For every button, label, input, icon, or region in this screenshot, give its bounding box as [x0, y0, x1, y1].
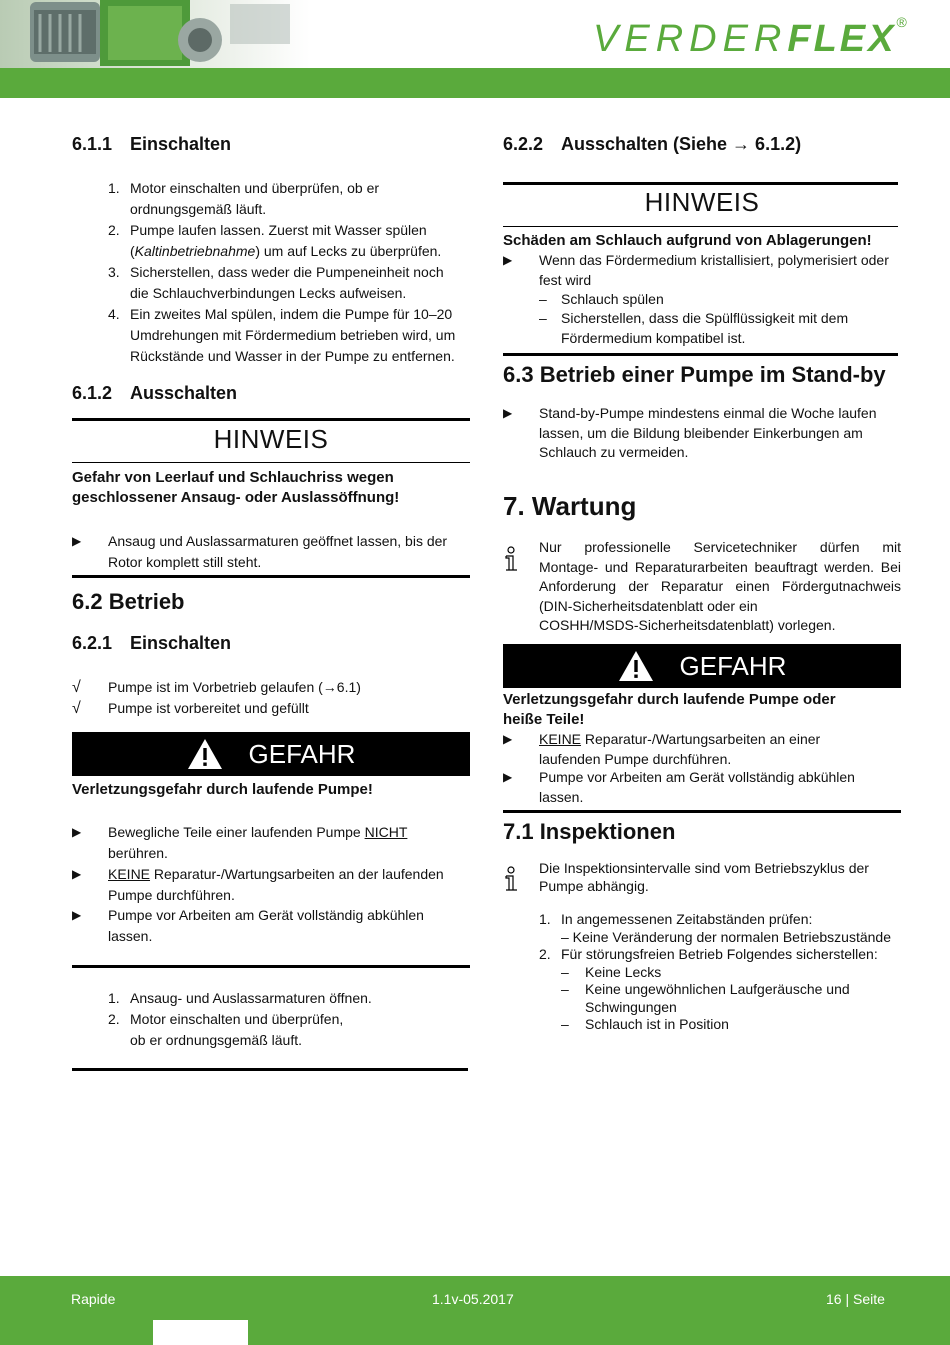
item-text: Ansaug- und Auslassarmaturen öffnen. [130, 990, 372, 1006]
footer-version: 1.1v-05.2017 [432, 1291, 514, 1307]
subitem-text: Schlauch spülen [561, 291, 664, 307]
triangle-bullet-icon: ▶ [503, 732, 513, 746]
heading-number: 6.1.1 [72, 134, 113, 154]
notice-heading-line: geschlossener Ansaug- oder Auslassöffnung! [72, 489, 400, 506]
bullet-line: Ansaug und Auslassarmaturen geöffnet lassen, bis der [108, 533, 448, 549]
logo-bold-text: FLEX [787, 18, 897, 60]
triangle-bullet-icon: ▶ [503, 253, 513, 267]
info-line: COSHH/MSDS-Sicherheitsdatenblatt) vorlegen. [539, 617, 836, 633]
notice-bullet [72, 531, 470, 573]
dash-marker: – [539, 310, 547, 326]
list-subitem: – Keine Veränderung der normalen Betriebszustände [561, 928, 891, 945]
item-text: ob er ordnungsgemäß läuft. [130, 1032, 302, 1048]
item-line-italic: Kaltinbetriebnahme [134, 243, 256, 259]
heading-number: 6.2.1 [72, 633, 113, 653]
danger-bullet [72, 822, 470, 864]
bullet-line: Wenn das Fördermedium kristallisiert, polymerisiert oder [539, 252, 889, 268]
triangle-bullet-icon: ▶ [503, 770, 513, 784]
heading-number: 6.1.2 [72, 383, 113, 403]
item-line: Pumpe laufen lassen. Zuerst mit Wasser spülen [130, 222, 427, 238]
bullet-underline: KEINE [539, 731, 582, 747]
list-item [539, 911, 901, 929]
notice-subitem [503, 309, 901, 348]
check-text: Pumpe ist im Vorbetrieb gelaufen (→6.1) [108, 679, 361, 695]
inspection-info [539, 859, 901, 895]
bullet-text: Reparatur-/Wartungsarbeiten an der laufenden [150, 866, 444, 882]
notice-top-rule [503, 182, 898, 185]
subitem-line: Sicherstellen, dass die Spülflüssigkeit mit dem [561, 310, 849, 326]
item-text: Für störungsfreien Betrieb Folgendes sicherstellen: [561, 946, 878, 962]
inspection-list [539, 911, 901, 1034]
info-line: (DIN-Sicherheitsdatenblatt oder ein [539, 597, 758, 614]
heading-title: Einschalten [130, 134, 232, 154]
check-text: Pumpe ist vorbereitet und gefüllt [108, 700, 309, 716]
subitem-text: Schlauch ist in Position [585, 1016, 729, 1032]
danger-bullet [72, 864, 470, 906]
triangle-bullet-icon: ▶ [503, 406, 513, 420]
bullet-line: Pumpe vor Arbeiten am Gerät vollständig abkühlen [539, 769, 855, 785]
item-number: 2. [108, 1011, 120, 1027]
info-line: Pumpe abhängig. [539, 878, 649, 894]
dash-marker: – [561, 981, 569, 997]
danger-bullet [72, 905, 470, 947]
item-line: ordnungsgemäß läuft. [130, 201, 267, 217]
list-item [72, 178, 470, 220]
pump-photo [0, 0, 310, 68]
maintenance-info [539, 538, 901, 636]
item-number: 3. [108, 264, 120, 280]
subitem-text: Schwingungen [585, 998, 677, 1015]
bullet-text: Reparatur-/Wartungsarbeiten an einer [581, 731, 821, 747]
dash-marker: – [561, 1016, 569, 1032]
item-line-part: ( [130, 243, 135, 259]
heading-title: Ausschalten [130, 383, 238, 403]
bullet-text: Bewegliche Teile einer laufenden Pumpe [108, 824, 365, 840]
item-line-part: ) um auf Lecks zu überprüfen. [255, 243, 442, 259]
list-item [72, 262, 470, 304]
bullet-line: Stand-by-Pumpe mindestens einmal die Woche laufen [539, 405, 877, 421]
bullet-line: laufenden Pumpe durchführen. [539, 750, 732, 767]
subitem-text: Keine Lecks [585, 963, 662, 980]
operating-steps [72, 988, 470, 1051]
bullet-line: Rotor komplett still steht. [108, 554, 262, 570]
footer-tab [153, 1320, 248, 1345]
notice-title: HINWEIS [213, 424, 329, 454]
danger-heading-line: heiße Teile! [503, 711, 585, 728]
check-item [72, 698, 470, 719]
heading-7-1: 7.1 Inspektionen [503, 819, 676, 844]
verderflex-logo [593, 14, 907, 61]
item-text: In angemessenen Zeitabständen prüfen: [561, 911, 813, 927]
item-number: 2. [539, 946, 551, 962]
standby-bullet [503, 404, 901, 463]
bullet-line: Pumpe durchführen. [108, 887, 235, 903]
check-item [72, 677, 470, 698]
item-number: 1. [108, 990, 120, 1006]
item-number: 2. [108, 222, 120, 238]
item-number: 1. [539, 911, 551, 927]
danger-title: GEFAHR [679, 650, 787, 681]
heading-6-1-1 [72, 134, 231, 155]
page-footer [0, 1276, 950, 1345]
dash-marker: – [539, 291, 547, 307]
bullet-line: berühren. [108, 845, 168, 861]
bullet-underline: NICHT [364, 824, 408, 840]
notice-title: HINWEIS [644, 187, 760, 217]
info-icon [503, 546, 523, 574]
bullet-line: lassen, um die Bildung bleibender Einkerbungen am [539, 424, 863, 441]
notice-bottom-rule [503, 353, 898, 356]
danger-bullet [503, 768, 901, 807]
danger-bottom-rule [72, 965, 470, 968]
list-item [72, 1030, 470, 1051]
heading-6-3: 6.3 Betrieb einer Pumpe im Stand-by [503, 362, 886, 387]
switch-on-steps [72, 178, 470, 367]
list-subitem [539, 964, 901, 982]
notice-divider [503, 226, 898, 227]
dash-marker: – [561, 963, 569, 980]
section-end-rule [72, 1068, 468, 1071]
logo-light-text: VERDER [593, 18, 788, 60]
list-item [72, 220, 470, 262]
item-line: Motor einschalten und überprüfen, ob er [130, 180, 380, 196]
info-icon [503, 866, 523, 894]
checkmark-icon: √ [72, 679, 81, 696]
item-number: 4. [108, 306, 120, 322]
danger-banner [503, 644, 901, 688]
heading-6-2: 6.2 Betrieb [72, 589, 185, 614]
heading-6-2-1 [72, 633, 231, 654]
list-subitem [539, 1016, 901, 1034]
heading-title: Ausschalten (Siehe → 6.1.2) [561, 134, 802, 154]
danger-heading [503, 690, 901, 730]
item-line: Rückstände und Wasser in der Pumpe zu entfernen. [130, 348, 455, 364]
bullet-line: Schlauch zu vermeiden. [539, 444, 689, 460]
triangle-bullet-icon: ▶ [72, 867, 82, 881]
page-header [0, 0, 950, 98]
list-subitem [539, 981, 901, 1016]
list-item [72, 988, 470, 1009]
notice-heading [72, 468, 470, 508]
subitem-text: Keine ungewöhnlichen Laufgeräusche und [585, 981, 850, 997]
notice-heading-line: Gefahr von Leerlauf und Schlauchriss wegen [72, 469, 394, 486]
heading-6-1-2 [72, 383, 237, 404]
danger-heading-line: Verletzungsgefahr durch laufende Pumpe oder [503, 691, 836, 708]
heading-6-2-2 [503, 134, 801, 155]
footer-page-number: 16 | Seite [826, 1291, 885, 1307]
item-line: Umdrehungen mit Fördermedium betrieben wird, um [130, 327, 456, 343]
list-item [539, 946, 901, 964]
list-item [72, 304, 470, 367]
danger-heading: Verletzungsgefahr durch laufende Pumpe! [72, 781, 373, 798]
heading-title: Einschalten [130, 633, 232, 653]
item-number: 1. [108, 180, 120, 196]
notice-subitem [503, 290, 901, 310]
list-item [72, 1009, 470, 1030]
info-line: Die Inspektionsintervalle sind vom Betriebszyklus der [539, 860, 869, 876]
triangle-bullet-icon: ▶ [72, 534, 82, 548]
triangle-bullet-icon: ▶ [72, 825, 82, 839]
item-line: Ein zweites Mal spülen, indem die Pumpe für 10–20 [130, 306, 453, 322]
notice-divider [72, 462, 470, 463]
item-line: Sicherstellen, dass weder die Pumpeneinheit noch [130, 264, 444, 280]
info-line: Nur professionelle Servicetechniker dürfen mit [539, 539, 901, 555]
bullet-line: lassen. [108, 928, 153, 944]
notice-bullet [503, 251, 901, 290]
bullet-line: Pumpe vor Arbeiten am Gerät vollständig abkühlen [108, 907, 424, 923]
heading-number: 6.2.2 [503, 134, 544, 154]
danger-banner [72, 732, 470, 776]
info-line: Anforderung der Reparatur einen Fördergutnachweis [539, 578, 901, 594]
notice-bottom-rule [72, 575, 470, 578]
warning-triangle-icon [618, 650, 654, 682]
danger-title: GEFAHR [248, 738, 356, 769]
heading-7: 7. Wartung [503, 491, 637, 521]
danger-bottom-rule [503, 810, 901, 813]
subitem-line: Fördermedium kompatibel ist. [561, 329, 746, 346]
notice-top-rule [72, 418, 470, 421]
footer-product: Rapide [71, 1291, 116, 1307]
info-line: Montage- und Reparaturarbeiten beauftragt werden. Bei [539, 558, 901, 575]
bullet-line: fest wird [539, 271, 592, 288]
checkmark-icon: √ [72, 700, 81, 717]
bullet-line: lassen. [539, 788, 584, 805]
registered-mark: ® [896, 14, 907, 31]
item-line: die Schlauchverbindungen Lecks aufweisen. [130, 285, 407, 301]
warning-triangle-icon [187, 738, 223, 770]
header-green-band [0, 68, 950, 98]
item-text: Motor einschalten und überprüfen, [130, 1011, 344, 1027]
triangle-bullet-icon: ▶ [72, 908, 82, 922]
notice-heading: Schäden am Schlauch aufgrund von Ablagerungen! [503, 232, 872, 249]
danger-bullet [503, 730, 901, 769]
bullet-underline: KEINE [108, 866, 151, 882]
